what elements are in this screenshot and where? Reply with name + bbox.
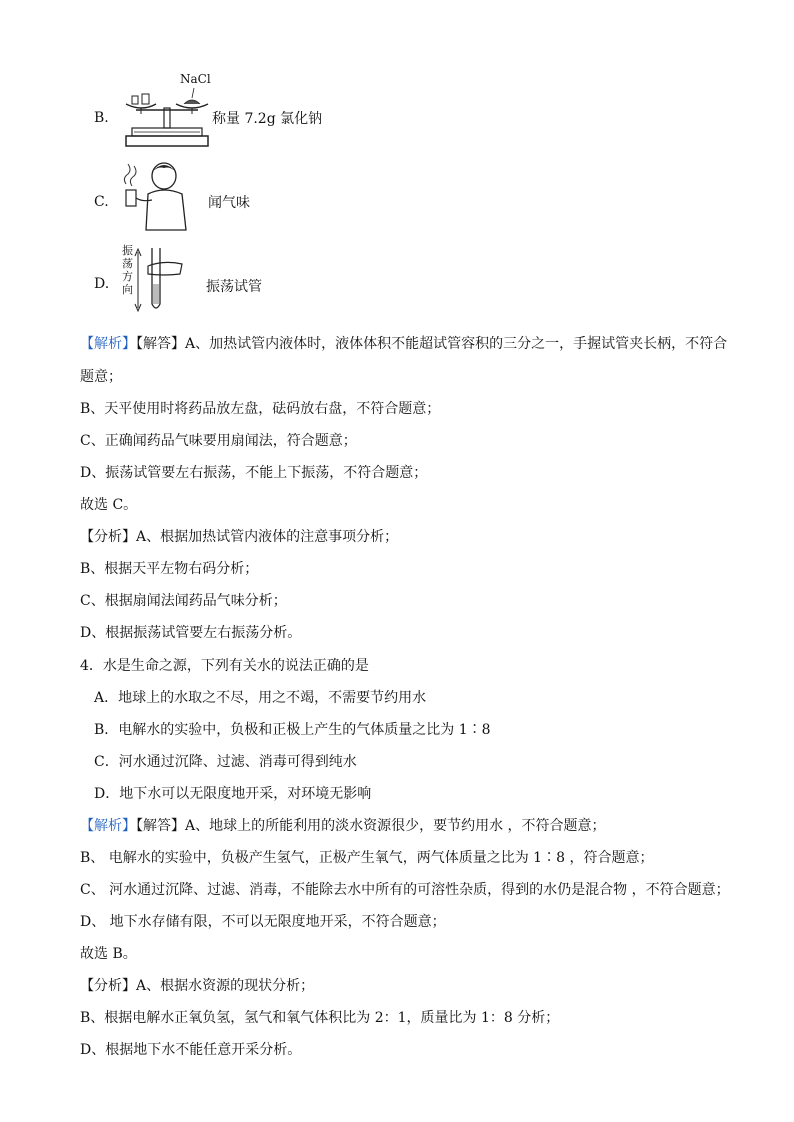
option-letter: D.: [94, 276, 110, 292]
analysis-tag: 【解析】: [80, 336, 136, 352]
q3-explanation-line4: D、振荡试管要左右振荡，不能上下振荡，不符合题意；: [80, 465, 428, 481]
shake-direction-text: 振荡方向: [122, 244, 133, 296]
q4-option-a: A．地球上的水取之不尽，用之不竭，不需要节约用水: [94, 690, 427, 706]
option-b: [94, 72, 354, 148]
q4-analysis-line2: B、根据电解水正氧负氢，氢气和氧气体积比为 2：1，质量比为 1：8 分析；: [80, 1010, 560, 1026]
q4-explanation-line2: B、 电解水的实验中，负极产生氢气，正极产生氧气，两气体质量之比为 1∶8 ，符合题意；: [80, 850, 654, 866]
smelling-figure: [120, 160, 200, 232]
q4-stem: 4．水是生命之源，下列有关水的说法正确的是: [80, 658, 369, 674]
q3-analysis-line4: D、根据振荡试管要左右振荡分析。: [80, 625, 302, 641]
q4-option-d: D．地下水可以无限度地开采，对环境无影响: [94, 786, 372, 802]
test-tube-figure: [134, 246, 194, 316]
option-letter: C.: [94, 194, 109, 210]
q3-explanation-line5: 故选 C。: [80, 497, 138, 513]
nacl-label: NaCl: [180, 72, 211, 86]
fenxi-tag: 【分析】: [80, 978, 136, 994]
option-caption: 闻气味: [208, 195, 250, 211]
q4-explanation-line5: 故选 B。: [80, 946, 137, 962]
answer-tag: 【解答】: [136, 818, 185, 834]
option-caption: 振荡试管: [206, 279, 262, 295]
option-caption: 称量 7.2g 氯化钠: [212, 111, 323, 127]
q3-analysis-line1: 【分析】A、根据加热试管内液体的注意事项分析；: [80, 529, 399, 545]
option-c: [94, 160, 294, 230]
analysis-tag: 【解析】: [80, 818, 136, 834]
option-letter: B.: [94, 110, 109, 126]
balance-figure: [122, 78, 212, 158]
q4-explanation-line3: C、 河水通过沉降、过滤、消毒，不能除去水中所有的可溶性杂质，得到的水仍是混合物 ，不符合题意；: [80, 882, 730, 898]
q3-explanation-line2: B、天平使用时将药品放左盘，砝码放右盘，不符合题意；: [80, 401, 441, 417]
q4-explanation-line1: 【解析】【解答】A、地球上的所能利用的淡水资源很少，要节约用水 ，不符合题意；: [80, 818, 606, 834]
q3-explanation-line1: 【解析】【解答】A、加热试管内液体时，液体体积不能超试管容积的三分之一，手握试管夹长柄，不符合: [80, 336, 728, 352]
q4-option-b: B．电解水的实验中，负极和正极上产生的气体质量之比为 1∶8: [94, 722, 491, 738]
answer-tag: 【解答】: [136, 336, 185, 352]
q3-explanation-line3: C、正确闻药品气味要用扇闻法，符合题意；: [80, 433, 357, 449]
q4-explanation-line4: D、 地下水存储有限，不可以无限度地开采，不符合题意；: [80, 914, 446, 930]
q3-analysis-line3: C、根据扇闻法闻药品气味分析；: [80, 593, 287, 609]
q4-analysis-line3: D、根据地下水不能任意开采分析。: [80, 1042, 302, 1058]
fenxi-tag: 【分析】: [80, 529, 136, 545]
q4-analysis-line1: 【分析】A、根据水资源的现状分析；: [80, 978, 315, 994]
option-d: [94, 246, 294, 316]
q3-analysis-line2: B、根据天平左物右码分析；: [80, 561, 259, 577]
q4-option-c: C．河水通过沉降、过滤、消毒可得到纯水: [94, 754, 357, 770]
q3-explanation-line1-cont: 题意；: [80, 369, 122, 385]
